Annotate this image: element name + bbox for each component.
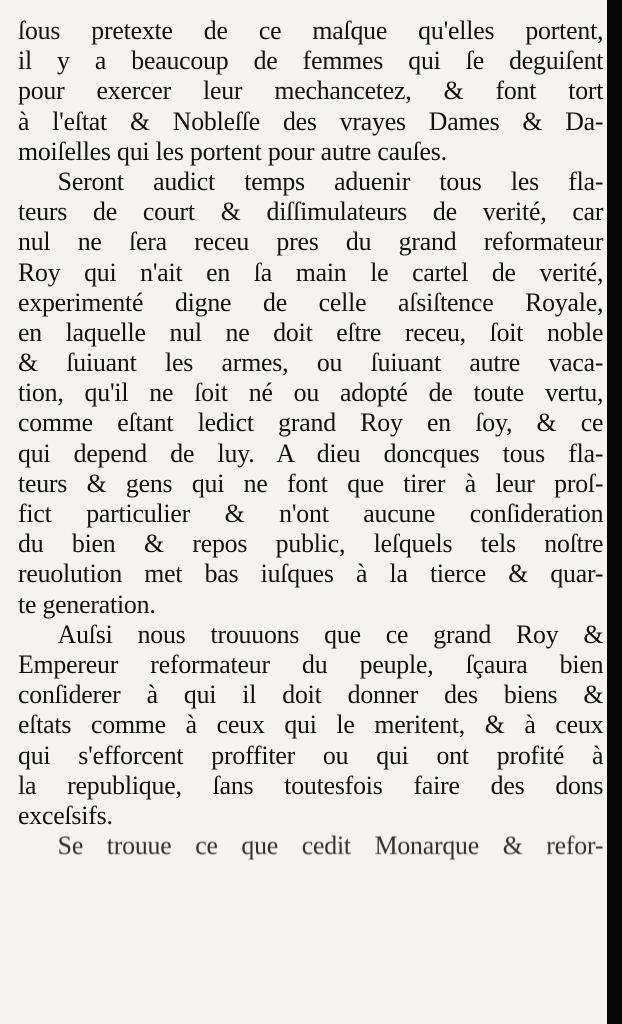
text-line: eſtats comme à ceux qui le meritent, & à ceux [18, 710, 604, 740]
text-line: Empereur reformateur du peuple, ſçaura bien [18, 649, 604, 679]
text-line: ſous pretexte de ce maſque qu'elles portent, [18, 16, 604, 45]
text-line: pour exercer leur mechancetez, & font tort [18, 76, 604, 106]
text-line: Roy qui n'ait en ſa main le cartel de verité, [18, 257, 604, 287]
text-line: à l'eſtat & Nobleſſe des vrayes Dames & Da- [18, 106, 604, 136]
text-line: la republique, ſans toutesfois faire des dons [18, 770, 604, 800]
page-edge-shadow [607, 0, 622, 1024]
text-line: & ſuiuant les armes, ou ſuiuant autre vaca- [18, 348, 604, 378]
text-line: nul ne ſera receu pres du grand reformateur [18, 227, 604, 257]
text-line: experimenté digne de celle aſsiſtence Royale, [18, 287, 604, 317]
page-text-block [18, 16, 607, 861]
text-line: moiſelles qui les portent pour autre cauſes. [18, 136, 447, 166]
text-line: te generation. [18, 589, 156, 619]
text-line: Se trouue ce que cedit Monarque & refor- [57, 831, 604, 861]
text-line: qui depend de luy. A dieu doncques tous fla- [18, 438, 604, 468]
text-line: il y a beaucoup de femmes qui ſe deguiſent [18, 46, 604, 76]
text-line: reuolution met bas iuſques à la tierce & quar- [18, 559, 604, 589]
text-line: en laquelle nul ne doit eſtre receu, ſoit noble [18, 317, 604, 347]
text-line: Seront audict temps aduenir tous les fla- [57, 166, 604, 196]
text-line: conſiderer à qui il doit donner des biens & [18, 680, 604, 710]
text-line: comme eſtant ledict grand Roy en ſoy, & ce [18, 408, 604, 438]
text-line: Auſsi nous trouuons que ce grand Roy & [57, 619, 604, 649]
text-line: fict particulier & n'ont aucune conſideration [18, 499, 604, 528]
text-line: du bien & repos public, leſquels tels noſtre [18, 529, 604, 559]
text-line: teurs & gens qui ne font que tirer à leur proſ- [18, 468, 604, 498]
text-line: exceſsifs. [18, 800, 113, 830]
text-line: qui s'efforcent proffiter ou qui ont profité à [18, 740, 604, 770]
text-line: teurs de court & diſſimulateurs de verité, car [18, 197, 604, 227]
text-line: tion, qu'il ne ſoit né ou adopté de toute vertu, [18, 378, 604, 408]
